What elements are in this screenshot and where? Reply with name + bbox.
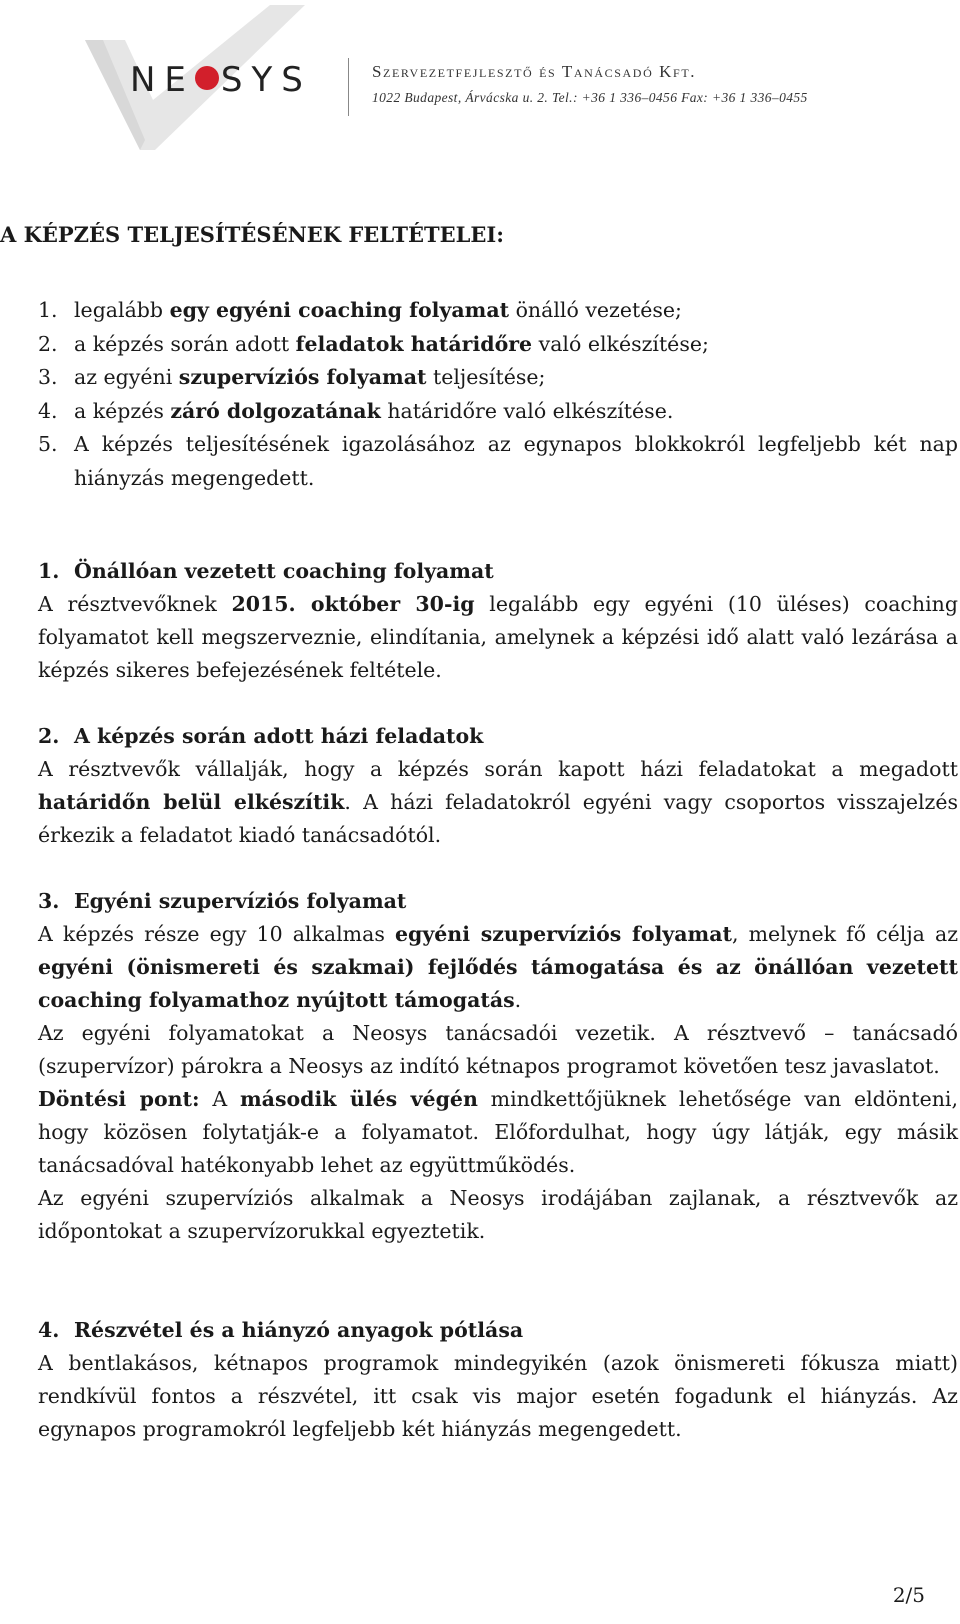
section-heading: 2. A képzés során adott házi feladatok bbox=[38, 724, 484, 748]
list-item: 1. legalább egy egyéni coaching folyamat önálló vezetése; bbox=[38, 298, 682, 322]
section-paragraph: A képzés része egy 10 alkalmas egyéni szupervíziós folyamat, melynek fő célja az egyéni (önismereti és szakmai) fejlődés támogatása és az önállóan vezetett coaching folyamathoz nyújtott támogatás. bbox=[38, 922, 959, 1012]
logo-red-dot-icon bbox=[195, 66, 219, 90]
letterhead bbox=[0, 0, 960, 180]
list-item: 5. A képzés teljesítésének igazolásához az egynapos blokkokról legfeljebb két nap hiányzás megengedett. bbox=[38, 432, 958, 490]
section-3 bbox=[38, 885, 958, 1248]
section-paragraph: A résztvevők vállalják, hogy a képzés során kapott házi feladatokat a megadott határidőn belül elkészítik. A házi feladatokról egyéni vagy csoportos visszajelzés érkezik a feladatot kiadó tanácsadótól. bbox=[38, 757, 959, 847]
section-paragraph: Az egyéni szupervíziós alkalmak a Neosys irodájában zajlanak, a résztvevők az időpontokat a szupervízorukkal egyeztetik. bbox=[38, 1186, 958, 1243]
list-item: 3. az egyéni szupervíziós folyamat teljesítése; bbox=[38, 365, 546, 389]
page-title: A KÉPZÉS TELJESÍTÉSÉNEK FELTÉTELEI: bbox=[0, 222, 504, 247]
list-item: 2. a képzés során adott feladatok határidőre való elkészítése; bbox=[38, 331, 709, 356]
logo-text-left: NE bbox=[130, 60, 195, 100]
neosys-logo-wordmark bbox=[130, 60, 312, 100]
page-number: 2/5 bbox=[892, 1583, 925, 1607]
conditions-list bbox=[38, 294, 958, 495]
section-heading: 4. Részvétel és a hiányzó anyagok pótlása bbox=[38, 1318, 524, 1342]
header-divider bbox=[348, 58, 349, 116]
section-heading: 3. Egyéni szupervíziós folyamat bbox=[38, 889, 407, 913]
section-paragraph: A résztvevőknek 2015. október 30-ig legalább egy egyéni (10 üléses) coaching folyamatot kell megszerveznie, elindítania, amelynek a képzési idő alatt való lezárása a képzés sikeres befejezésének feltétele. bbox=[38, 592, 958, 682]
list-item: 4. a képzés záró dolgozatának határidőre való elkészítése. bbox=[38, 398, 674, 423]
company-name: Szervezetfejlesztő és Tanácsadó Kft. bbox=[372, 62, 697, 81]
section-2 bbox=[38, 720, 958, 852]
company-address: 1022 Budapest, Árvácska u. 2. Tel.: +36 1 336–0456 Fax: +36 1 336–0455 bbox=[372, 90, 808, 105]
section-4 bbox=[38, 1314, 958, 1446]
section-paragraph: Döntési pont: A második ülés végén mindkettőjüknek lehetősége van eldönteni, hogy közösen folytatják-e a folyamatot. Előfordulhat, hogy úgy látják, egy másik tanácsadóval hatékonyabb lehet az együttműködés. bbox=[38, 1087, 958, 1177]
section-paragraph: Az egyéni folyamatokat a Neosys tanácsadói vezetik. A résztvevő – tanácsadó (szupervízor) párokra a Neosys az indító kétnapos programot követően tesz javaslatot. bbox=[38, 1021, 958, 1078]
logo-text-right: SYS bbox=[220, 60, 312, 100]
section-1 bbox=[38, 555, 958, 687]
section-paragraph: A bentlakásos, kétnapos programok mindegyikén (azok önismereti fókusza miatt) rendkívül fontos a részvétel, itt csak vis major esetén fogadunk el hiányzás. Az egynapos programokról legfeljebb két hiányzás megengedett. bbox=[38, 1351, 958, 1441]
section-heading: 1. Önállóan vezetett coaching folyamat bbox=[38, 559, 494, 583]
